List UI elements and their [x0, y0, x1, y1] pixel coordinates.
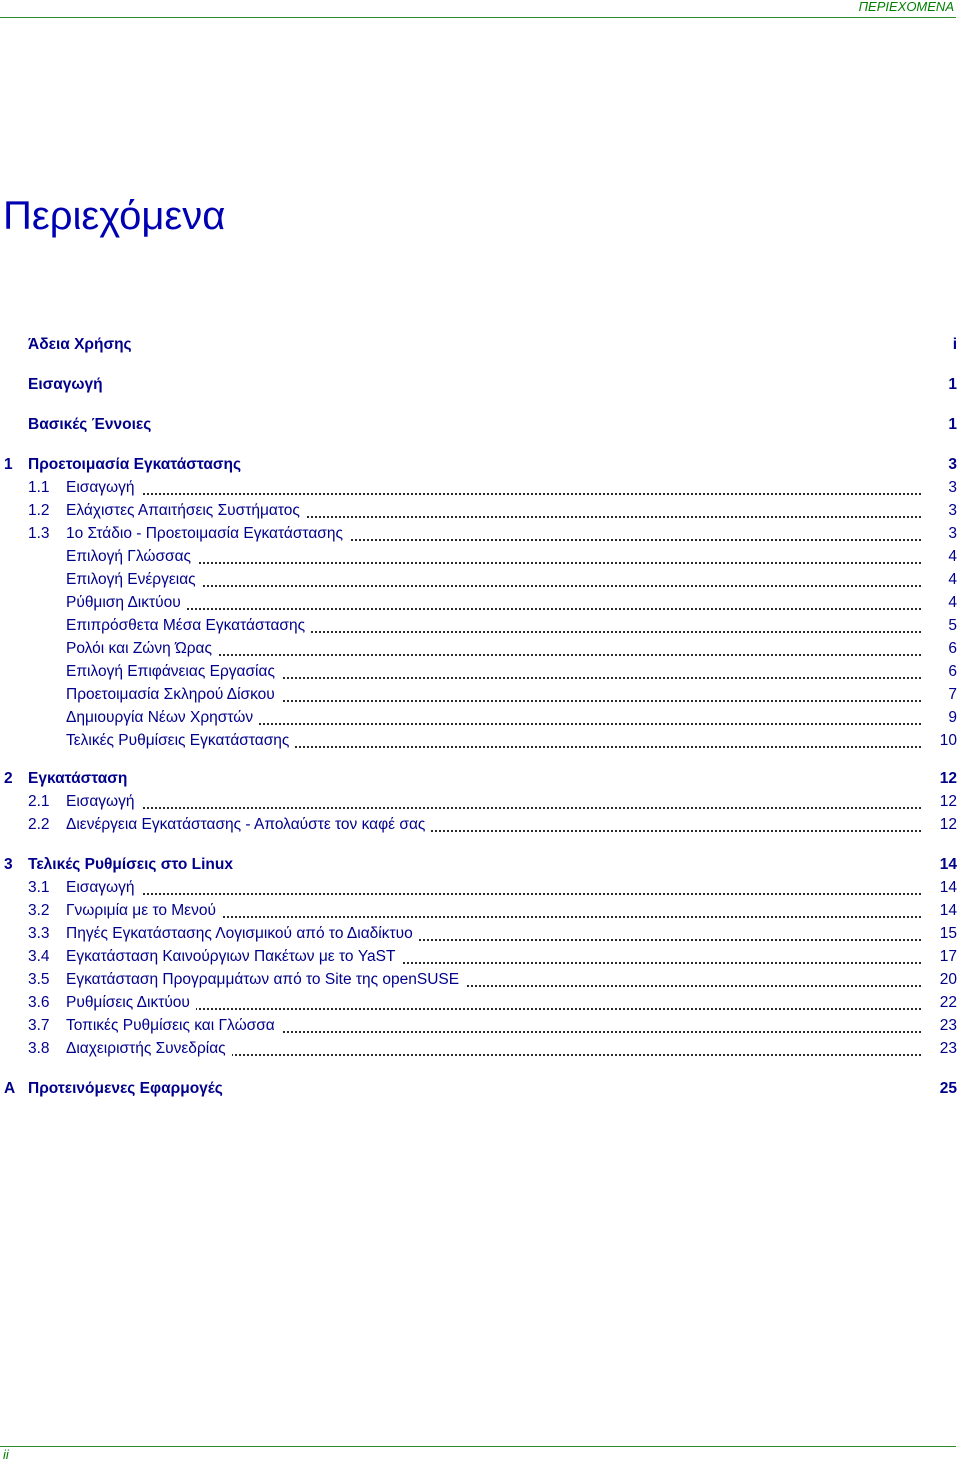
toc-section-entry[interactable] [0, 1039, 957, 1059]
toc-section-entry[interactable] [0, 547, 957, 567]
toc-entry-page: 17 [939, 948, 957, 965]
toc-section-entry[interactable] [0, 570, 957, 590]
toc-entry-title: Επιλογή Επιφάνειας Εργασίας [66, 662, 281, 682]
toc-entry-title: Τελικές Ρυθμίσεις στο Linux [28, 855, 239, 875]
toc-entry-page: 25 [939, 1080, 957, 1097]
toc-entry-page: 4 [948, 548, 957, 565]
toc-entry-title: Προετοιμασία Εγκατάστασης [28, 455, 247, 475]
page-title: Περιεχόμενα [3, 194, 226, 238]
toc-entry-page: 1 [948, 416, 957, 433]
toc-chapter-entry[interactable] [0, 335, 957, 355]
toc-entry-title: Διενέργεια Εγκατάστασης - Απολαύστε τον καφέ σας [66, 815, 431, 835]
toc-entry-title: Τοπικές Ρυθμίσεις και Γλώσσα [66, 1016, 281, 1036]
toc-section-entry[interactable] [0, 924, 957, 944]
toc-entry-number: 3.5 [28, 971, 50, 988]
toc-entry-title: Εγκατάσταση Καινούργιων Πακέτων με το YaST [66, 947, 401, 967]
toc-section-entry[interactable] [0, 685, 957, 705]
toc-entry-title: Εγκατάσταση Προγραμμάτων από το Site της openSUSE [66, 970, 465, 990]
toc-entry-title: Βασικές Έννοιες [28, 415, 157, 435]
toc-entry-number: 3.2 [28, 902, 50, 919]
dot-leader [66, 893, 921, 895]
toc-entry-page: 3 [948, 502, 957, 519]
toc-entry-title: 1ο Στάδιο - Προετοιμασία Εγκατάστασης [66, 524, 349, 544]
toc-entry-page: 6 [948, 663, 957, 680]
toc-entry-page: 23 [939, 1040, 957, 1057]
toc-section-entry[interactable] [0, 993, 957, 1013]
toc-section-entry[interactable] [0, 731, 957, 751]
toc-entry-title: Εισαγωγή [66, 792, 141, 812]
toc-chapter-entry[interactable] [0, 855, 957, 875]
toc-entry-title: Ελάχιστες Απαιτήσεις Συστήματος [66, 501, 306, 521]
toc-entry-page: 9 [948, 709, 957, 726]
toc-entry-number: 1.2 [28, 502, 50, 519]
toc-entry-page: 14 [939, 902, 957, 919]
toc-entry-title: Προετοιμασία Σκληρού Δίσκου [66, 685, 281, 705]
toc-entry-page: 15 [939, 925, 957, 942]
toc-entry-page: 12 [939, 793, 957, 810]
toc-entry-page: 12 [939, 816, 957, 833]
toc-section-entry[interactable] [0, 616, 957, 636]
dot-leader [66, 608, 921, 610]
toc-entry-title: Ρολόι και Ζώνη Ώρας [66, 639, 218, 659]
toc-entry-title: Ρύθμιση Δικτύου [66, 593, 187, 613]
toc-entry-page: 10 [939, 732, 957, 749]
toc-entry-title: Δημιουργία Νέων Χρηστών [66, 708, 259, 728]
toc-section-entry[interactable] [0, 901, 957, 921]
toc-entry-number: 3.6 [28, 994, 50, 1011]
toc-entry-page: 4 [948, 571, 957, 588]
toc-chapter-entry[interactable] [0, 415, 957, 435]
toc-section-entry[interactable] [0, 662, 957, 682]
toc-entry-page: 4 [948, 594, 957, 611]
toc-entry-number: A [4, 1080, 16, 1097]
header-rule [0, 17, 956, 18]
toc-entry-page: 23 [939, 1017, 957, 1034]
toc-entry-title: Επιπρόσθετα Μέσα Εγκατάστασης [66, 616, 311, 636]
toc-entry-page: 22 [939, 994, 957, 1011]
toc-chapter-entry[interactable] [0, 1079, 957, 1099]
toc-entry-page: 3 [948, 479, 957, 496]
dot-leader [66, 807, 921, 809]
toc-entry-page: 1 [948, 376, 957, 393]
toc-entry-page: 12 [939, 770, 957, 787]
toc-entry-title: Επιλογή Ενέργειας [66, 570, 202, 590]
toc-section-entry[interactable] [0, 478, 957, 498]
toc-entry-number: 2.1 [28, 793, 50, 810]
toc-entry-title: Άδεια Χρήσης [28, 335, 138, 355]
toc-entry-page: 3 [948, 456, 957, 473]
toc-entry-title: Τελικές Ρυθμίσεις Εγκατάστασης [66, 731, 295, 751]
toc-entry-page: 14 [939, 879, 957, 896]
toc-entry-title: Εισαγωγή [66, 478, 141, 498]
toc-entry-number: 1 [4, 456, 13, 473]
toc-entry-page: 5 [948, 617, 957, 634]
running-header: ΠΕΡΙΕΧΟΜΕΝΑ [858, 0, 954, 14]
toc-entry-number: 3.3 [28, 925, 50, 942]
toc-entry-page: 3 [948, 525, 957, 542]
toc-entry-title: Γνωριμία με το Μενού [66, 901, 222, 921]
toc-section-entry[interactable] [0, 970, 957, 990]
dot-leader [66, 493, 921, 495]
toc-entry-title: Εγκατάσταση [28, 769, 133, 789]
toc-chapter-entry[interactable] [0, 455, 957, 475]
toc-entry-number: 3 [4, 856, 13, 873]
toc-section-entry[interactable] [0, 815, 957, 835]
toc-entry-number: 3.1 [28, 879, 50, 896]
toc-entry-title: Προτεινόμενες Εφαρμογές [28, 1079, 229, 1099]
toc-entry-number: 2 [4, 770, 13, 787]
toc-entry-number: 2.2 [28, 816, 50, 833]
toc-entry-page: 6 [948, 640, 957, 657]
toc-chapter-entry[interactable] [0, 375, 957, 395]
toc-entry-number: 3.7 [28, 1017, 50, 1034]
toc-entry-title: Επιλογή Γλώσσας [66, 547, 197, 567]
toc-entry-title: Εισαγωγή [66, 878, 141, 898]
toc-section-entry[interactable] [0, 878, 957, 898]
toc-section-entry[interactable] [0, 792, 957, 812]
toc-entry-number: 1.1 [28, 479, 50, 496]
page-number: ii [3, 1447, 9, 1462]
toc-section-entry[interactable] [0, 524, 957, 544]
toc-entry-title: Πηγές Εγκατάστασης Λογισμικού από το Διαδίκτυο [66, 924, 419, 944]
toc-entry-title: Εισαγωγή [28, 375, 109, 395]
toc-section-entry[interactable] [0, 708, 957, 728]
toc-chapter-entry[interactable] [0, 769, 957, 789]
toc-section-entry[interactable] [0, 947, 957, 967]
toc-section-entry[interactable] [0, 501, 957, 521]
toc-entry-number: 3.8 [28, 1040, 50, 1057]
toc-entry-page: 14 [939, 856, 957, 873]
toc-section-entry[interactable] [0, 1016, 957, 1036]
toc-entry-title: Ρυθμίσεις Δικτύου [66, 993, 196, 1013]
toc-section-entry[interactable] [0, 593, 957, 613]
toc-entry-page: 20 [939, 971, 957, 988]
toc-entry-page: 7 [948, 686, 957, 703]
toc-entry-number: 3.4 [28, 948, 50, 965]
toc-entry-title: Διαχειριστής Συνεδρίας [66, 1039, 232, 1059]
toc-entry-page: i [952, 336, 957, 353]
toc-section-entry[interactable] [0, 639, 957, 659]
toc-entry-number: 1.3 [28, 525, 50, 542]
footer-rule [0, 1446, 956, 1447]
